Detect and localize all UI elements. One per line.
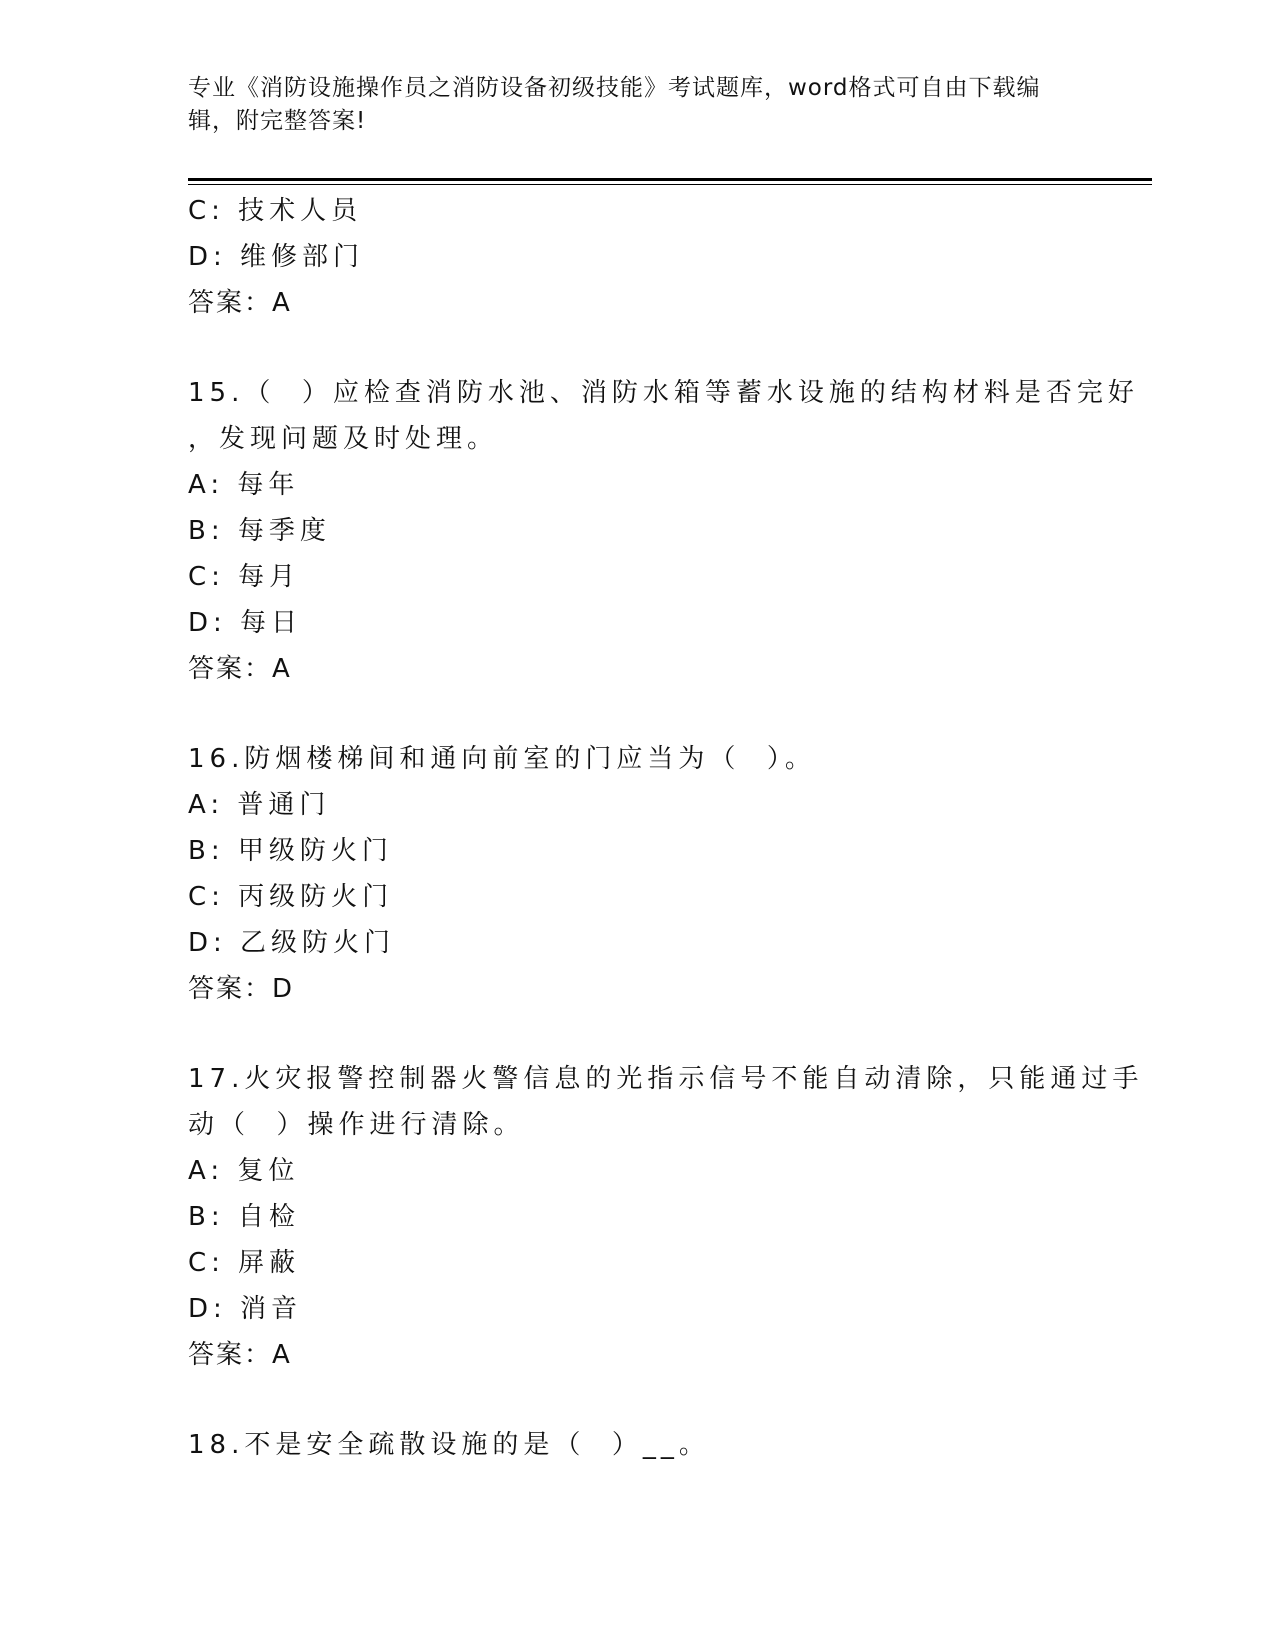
option-a: A: 普通门: [188, 790, 331, 820]
question-stem-line-1: 18.不是安全疏散设施的是（ ）__。: [188, 1430, 710, 1460]
question-17-block: [188, 1056, 1144, 1378]
question-stem-line-2: 动（ ）操作进行清除。: [188, 1110, 525, 1140]
question-stem-line-1: 17.火灾报警控制器火警信息的光指示信号不能自动清除，只能通过手: [188, 1064, 1144, 1094]
option-c: C: 技术人员: [188, 196, 363, 226]
spacer: [188, 326, 1088, 370]
option-d: D: 每日: [188, 608, 303, 638]
option-c: C: 丙级防火门: [188, 882, 394, 912]
question-stem-line-2: ，发现问题及时处理。: [188, 424, 499, 454]
answer: 答案：D: [188, 974, 295, 1004]
spacer: [188, 1012, 1088, 1056]
header-divider-thin: [188, 184, 1152, 185]
question-15-block: [188, 370, 1139, 692]
answer: 答案：A: [188, 1340, 292, 1370]
option-b: B: 甲级防火门: [188, 836, 393, 866]
option-a: A: 每年: [188, 470, 300, 500]
option-a: A: 复位: [188, 1156, 300, 1186]
answer: 答案：A: [188, 654, 292, 684]
option-d: D: 乙级防火门: [188, 928, 396, 958]
option-d: D: 维修部门: [188, 242, 365, 272]
question-stem-line-1: 16.防烟楼梯间和通向前室的门应当为（ ）。: [188, 744, 816, 774]
question-18-block: [188, 1422, 1088, 1468]
header-line-2: 辑，附完整答案!: [188, 108, 367, 134]
header-line-1: 专业《消防设施操作员之消防设备初级技能》考试题库，word格式可自由下载编: [188, 75, 1041, 101]
header-divider-thick: [188, 178, 1152, 181]
question-stem-line-1: 15.（ ）应检查消防水池、消防水箱等蓄水设施的结构材料是否完好: [188, 378, 1139, 408]
option-d: D: 消音: [188, 1294, 303, 1324]
question-16-block: [188, 736, 1088, 1012]
option-c: C: 每月: [188, 562, 301, 592]
option-b: B: 每季度: [188, 516, 331, 546]
document-header: [188, 72, 1088, 138]
spacer: [188, 1378, 1088, 1422]
question-list: [188, 188, 1144, 1468]
spacer: [188, 692, 1088, 736]
option-b: B: 自检: [188, 1202, 300, 1232]
option-c: C: 屏蔽: [188, 1248, 301, 1278]
question-14-block: [188, 188, 1088, 326]
answer: 答案：A: [188, 288, 292, 318]
